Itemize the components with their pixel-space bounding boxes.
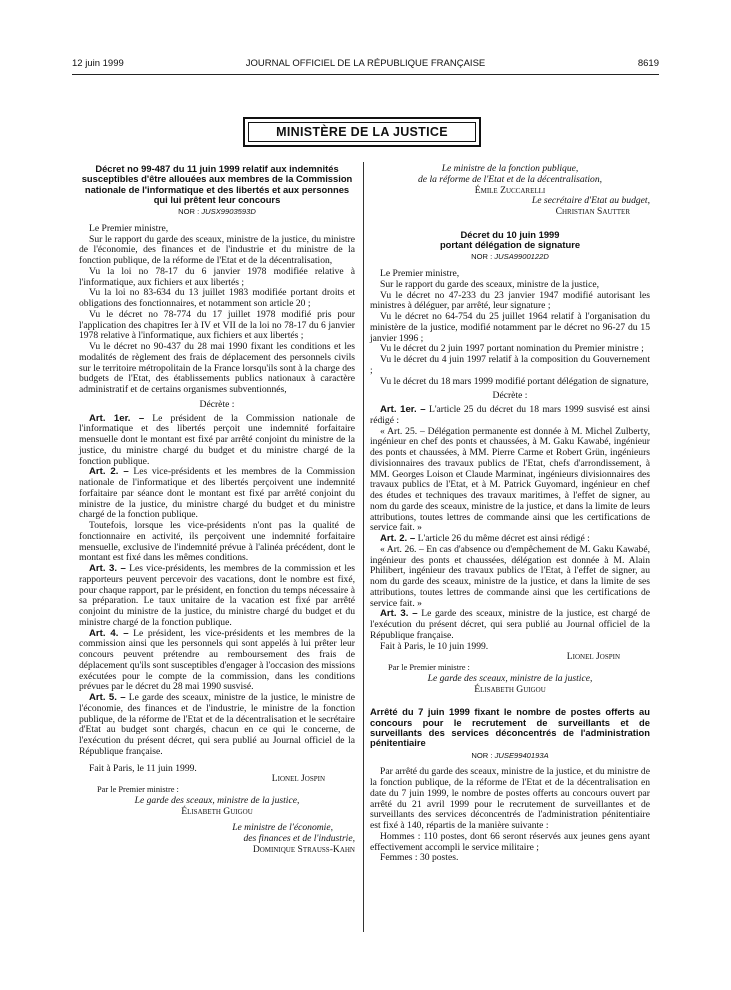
- article-text: Le garde des sceaux, ministre de la justice, est chargé de l'exécution du présent décret, qui sera publié au Journal officiel de la République française.: [370, 608, 650, 641]
- decree1-decrete: Décrète :: [199, 398, 235, 410]
- decree1-article: [79, 693, 355, 758]
- article-label: Art. 2. –: [380, 533, 416, 545]
- decree2-par-pm: Par le Premier ministre :: [388, 663, 470, 673]
- column-divider: [363, 162, 364, 932]
- decree1-pm-name: Lionel Jospin: [271, 773, 325, 785]
- decree1-para: Le Premier ministre,: [89, 222, 169, 234]
- decree1-article: [79, 521, 355, 564]
- nor-code: JUSA9900122D: [494, 252, 549, 262]
- article-label: Art. 4. –: [89, 627, 129, 639]
- article-text: « Art. 26. – En cas d'absence ou d'empêchement de M. Gaku Kawabé, ingénieur des ponts et chaussées, délégation est donnée à M. Alain Philibert, ingénieur des travaux publics de l'Etat, à l'effet de signer, au nom du garde des sceaux, ministre de la justice, et dans la limite de ses attributions, toutes lettres de commande ainsi que les certifications de service fait. »: [370, 543, 650, 609]
- decree1-article: [79, 564, 355, 629]
- decree2-para: Vu le décret du 2 juin 1997 portant nomination du Premier ministre ;: [380, 343, 644, 355]
- right-column: [370, 164, 650, 864]
- arrete-para: Femmes : 30 postes.: [380, 852, 459, 864]
- header-date: 12 juin 1999: [72, 58, 124, 69]
- article-text: Le garde des sceaux, ministre de la justice, le ministre de l'économie, des finances et de l'industrie, le ministre de la fonction publique, de la réforme de l'Etat et de la décentralisation et le secrétaire d'Etat au budget sont chargés, chacun en ce qui le concerne, de l'exécution du présent décret, qui sera publié au Journal officiel de la République française.: [79, 692, 355, 757]
- article-label: Art. 5. –: [89, 692, 126, 704]
- decree2-title1: Décret du 10 juin 1999: [460, 228, 560, 240]
- decree2-article: [370, 609, 650, 641]
- article-text: Le président, les vice-présidents et les membres de la commission ainsi que les personnels qui sont appelés à lui prêter leur concours peuvent prétendre au remboursement des frais de déplacement qu'ils sont susceptibles d'engager à l'occasion des missions exécutées pour le compte de la commission, dans les conditions prévues par le décret du 28 mai 1990 susvisé.: [79, 627, 355, 693]
- decree2-para: Vu le décret du 18 mars 1999 modifié portant délégation de signature,: [380, 375, 649, 387]
- decree2-garde-name: Élisabeth Guigou: [474, 683, 546, 695]
- article-text: « Art. 25. – Délégation permanente est donnée à M. Michel Zulberty, ingénieur en chef des ponts et chaussées, à M. Gaku Kawabé, ingénieur des ponts et chaussées, à MM. Pierre Carme et Robert Grün, ingénieurs divisionnaires des travaux publics de l'Etat, chefs d'arrondissement, à MM. Georges Loison et Claude Marminat, ingénieurs divisionnaires des travaux publics de l'Etat, et à M. Patrick Guyomard, ingénieur en chef des études et techniques des travaux maritimes, à l'effet de signer, au nom du garde des sceaux, ministre de la justice, et dans la limite de leurs attributions, toutes lettres de commande ainsi que les certifications de service fait. »: [370, 425, 650, 534]
- decree2-decrete: Décrète :: [492, 390, 528, 402]
- decree1-para: Vu la loi no 83-634 du 13 juillet 1983 modifiée portant droits et obligations des fonctionnaires, et notamment son article 20 ;: [79, 287, 355, 310]
- article-label: Art. 1er. –: [380, 404, 426, 416]
- decree1-para: Vu la loi no 78-17 du 6 janvier 1978 modifiée relative à l'informatique, aux fichiers et aux libertés ;: [79, 265, 355, 288]
- decree1-fp-title2: de la réforme de l'Etat et de la décentralisation,: [417, 173, 603, 185]
- decree2-nor: [370, 252, 650, 263]
- decree1-eco-title1: Le ministre de l'économie,: [232, 822, 333, 834]
- decree2-garde-title: Le garde des sceaux, ministre de la justice,: [427, 672, 593, 684]
- decree2-article: [370, 405, 650, 427]
- decree1-eco-title2: des finances et de l'industrie,: [243, 833, 355, 845]
- nor-label: NOR :: [471, 252, 493, 262]
- article-text: L'article 26 du même décret est ainsi rédigé :: [417, 533, 590, 545]
- decree1-title: Décret no 99-487 du 11 juin 1999 relatif aux indemnités susceptibles d'être allouées aux membres de la Commission nationale de l'informatique et des libertés et aux personnes qui lui prêtent leur concours: [81, 163, 353, 205]
- decree1-para: Vu le décret no 90-437 du 28 mai 1990 fixant les conditions et les modalités de règlement des frais de déplacement des personnels civils sur le territoire métropolitain de la France lorsqu'ils sont à la charge des budgets de l'Etat, des établissements publics nationaux à caractère administratif et de certains organismes subventionnés,: [79, 341, 355, 396]
- decree2-para: Vu le décret no 64-754 du 25 juillet 1964 relatif à l'organisation du ministère de la justice, modifié notamment par le décret no 96-27 du 15 janvier 1996 ;: [370, 311, 650, 344]
- nor-code: JUSX9903593D: [201, 207, 256, 217]
- decree1-nor: [79, 207, 355, 218]
- article-text: L'article 25 du décret du 18 mars 1999 susvisé est ainsi rédigé :: [370, 404, 650, 426]
- decree1-para: Sur le rapport du garde des sceaux, ministre de la justice, du ministre de l'économie, des finances et de l'industrie et du ministre de la fonction publique, de la réforme de l'Etat et de la décentralisation,: [79, 233, 355, 267]
- decree1-eco-name: Dominique Strauss-Kahn: [252, 843, 355, 855]
- arrete-title: Arrêté du 7 juin 1999 fixant le nombre de postes offerts au concours pour le recrutement de surveillants et de surveillants des services déconcentrés de l'administration pénitentiaire: [370, 706, 650, 749]
- article-text: Les vice-présidents et les membres de la Commission nationale de l'informatique et des libertés perçoivent une indemnité forfaitaire par séance dont le montant est fixé par arrêté conjoint du ministre de la justice, du ministre chargé du budget et du ministre chargé de la fonction publique.: [79, 466, 356, 521]
- arrete-nor: [370, 751, 650, 762]
- article-label: Art. 3. –: [380, 608, 418, 620]
- decree1-par-pm: Par le Premier ministre :: [97, 785, 179, 795]
- decree1-budget-name: Christian Sautter: [555, 206, 630, 217]
- decree2-article: [370, 427, 650, 535]
- nor-label: NOR :: [471, 750, 493, 760]
- decree1-article: [79, 414, 355, 468]
- decree1-garde-name: Élisabeth Guigou: [181, 805, 253, 817]
- header-page-number: 8619: [637, 58, 659, 69]
- arrete-para: Par arrêté du garde des sceaux, ministre de la justice, et du ministre de la fonction publique, de la réforme de l'Etat et de la décentralisation en date du 7 juin 1999, le nombre de postes offerts au concours ouvert par arrêté du 21 avril 1999 pour le recrutement de surveillantes et de surveillants des services déconcentrés de l'administration pénitentiaire est fixé à 140, répartis de la manière suivante :: [370, 766, 650, 832]
- page-header: [72, 58, 659, 72]
- decree1-article: [79, 629, 355, 694]
- article-text: Les vice-présidents, les membres de la commission et les rapporteurs peuvent percevoir des vacations, dont le nombre est fixé, pour chaque rapport, par le président, en fonction du temps nécessaire à sa préparation. Le taux unitaire de la vacation est fixé par arrêté conjoint du ministre de la justice, du ministre chargé du budget et du ministre chargé de la fonction publique.: [79, 563, 355, 628]
- decree1-para: Vu le décret no 78-774 du 17 juillet 1978 modifié pris pour l'application des chapitres Ier à IV et VII de la loi no 78-17 du 6 janvier 1978 relative à l'informatique, aux fichiers et aux libertés ;: [79, 308, 355, 342]
- decree1-article: [79, 467, 355, 521]
- decree2-para: Le Premier ministre,: [380, 268, 460, 280]
- decree2-fait: Fait à Paris, le 10 juin 1999.: [380, 640, 489, 652]
- decree2-para: Sur le rapport du garde des sceaux, ministre de la justice,: [380, 278, 599, 290]
- decree2-article: [370, 545, 650, 610]
- article-label: Art. 2. –: [89, 466, 129, 478]
- header-rule: [72, 74, 659, 75]
- article-label: Art. 3. –: [89, 563, 126, 575]
- nor-code: JUSE9940193A: [494, 750, 549, 760]
- left-column: [79, 164, 355, 856]
- article-label: Art. 1er. –: [89, 412, 145, 424]
- decree2-para: Vu le décret no 47-233 du 23 janvier 1947 modifié autorisant les ministres à déléguer, par arrêté, leur signature ;: [370, 289, 650, 312]
- ministry-title: MINISTÈRE DE LA JUSTICE: [248, 122, 476, 142]
- decree1-fp-name: Émile Zuccarelli: [474, 184, 546, 196]
- header-journal-title: JOURNAL OFFICIEL DE LA RÉPUBLIQUE FRANÇAISE: [245, 58, 486, 69]
- article-text: Toutefois, lorsque les vice-présidents n'ont pas la qualité de fonctionnaire en activité, ils perçoivent une indemnité forfaitaire mensuelle, exclusive de l'indemnité prévue à l'alinéa précédent, dont le montant est fixé dans les mêmes conditions.: [79, 520, 355, 564]
- nor-label: NOR :: [178, 207, 200, 217]
- ministry-box: [243, 117, 481, 147]
- decree1-garde-title: Le garde des sceaux, ministre de la justice,: [134, 794, 300, 806]
- decree1-fait: Fait à Paris, le 11 juin 1999.: [89, 762, 197, 774]
- decree2-title2: portant délégation de signature: [439, 239, 581, 251]
- decree2-para: Vu le décret du 4 juin 1997 relatif à la composition du Gouvernement ;: [370, 354, 650, 376]
- decree2-pm-name: Lionel Jospin: [566, 651, 620, 663]
- arrete-para: Hommes : 110 postes, dont 66 seront réservés aux jeunes gens ayant effectivement accompli le service militaire ;: [370, 830, 650, 853]
- decree1-budget-title: Le secrétaire d'Etat au budget,: [531, 195, 650, 207]
- article-text: Le président de la Commission nationale de l'informatique et des libertés perçoit une indemnité forfaitaire mensuelle dont le montant est fixé par arrêté conjoint du ministre de la justice, du ministre chargé du budget et du ministre chargé de la fonction publique.: [79, 412, 355, 467]
- decree1-fp-title1: Le ministre de la fonction publique,: [441, 163, 579, 174]
